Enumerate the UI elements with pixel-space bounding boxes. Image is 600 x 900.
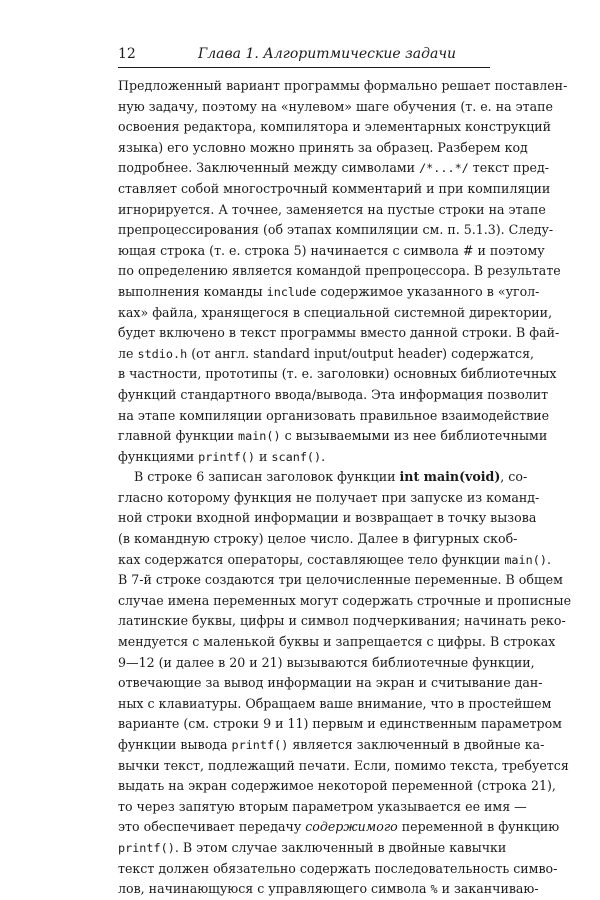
text-span: функциями	[118, 448, 199, 464]
text-line	[118, 714, 562, 735]
text-span: подробнее. Заключенный между символами	[118, 160, 420, 176]
text-span: ных с клавиатуры. Обращаем ваше внимание, что в простейшем	[118, 695, 552, 711]
text-span: выполнения команды	[118, 283, 267, 299]
text-span: является заключенный в двойные ка-	[288, 737, 545, 752]
text-span: будет включено в текст программы вместо данной строки. В фай-	[118, 325, 560, 341]
text-line	[118, 488, 540, 509]
text-span: ющая строка (т. е. строка 5) начинается с символа # и поэтому	[118, 242, 545, 258]
text-line	[118, 756, 569, 777]
text-line	[118, 735, 545, 756]
text-line	[118, 570, 563, 591]
text-span: функций стандартного ввода/вывода. Эта информация позволит	[118, 386, 549, 402]
text-line	[118, 220, 554, 241]
text-line	[118, 385, 549, 406]
text-line	[118, 673, 543, 694]
text-line	[118, 323, 560, 344]
text-line	[118, 694, 552, 715]
code-span: main()	[238, 429, 281, 444]
page-header	[118, 44, 490, 64]
text-line	[118, 859, 558, 880]
text-span: , со-	[500, 469, 528, 485]
text-line	[118, 776, 556, 797]
text-span: ле	[118, 345, 138, 361]
text-span: 9—12 (и далее в 20 и 21) вызываются библиотечные функции,	[118, 654, 535, 670]
text-span: Предложенный вариант программы формально решает поставлен-	[118, 78, 568, 93]
text-line	[118, 282, 540, 303]
text-span: выдать на экран содержимое некоторой переменной (строка 21),	[118, 778, 556, 794]
code-span: %	[430, 882, 438, 897]
text-span: ставляет собой многострочный комментарий и при компиляции	[118, 180, 551, 196]
text-span: .	[546, 551, 551, 567]
text-span: освоения редактора, компилятора и элементарных конструкций	[118, 119, 552, 135]
paragraph	[118, 76, 568, 467]
text-span: содержимое указанного в «угол-	[316, 283, 540, 299]
text-span: по определению является командой препроцессора. В результате	[118, 263, 561, 279]
text-span: лов, начинающуюся с управляющего символа	[118, 881, 431, 897]
text-span: и	[255, 448, 272, 464]
text-line	[118, 344, 535, 365]
code-span: printf()	[198, 449, 255, 464]
text-span: это обеспечивает передачу	[118, 819, 306, 835]
text-span: отвечающие за вывод информации на экран и считывание дан-	[118, 675, 543, 691]
text-line	[118, 364, 557, 385]
text-line	[118, 508, 537, 529]
header-rule	[118, 67, 490, 68]
code-span: include	[266, 284, 317, 299]
text-span: мендуется с маленькой буквы и запрещается с цифры. В строках	[118, 634, 556, 650]
text-span: главной функции	[118, 428, 238, 444]
text-line	[118, 303, 553, 324]
text-span: латинские буквы, цифры и символ подчеркивания; начинать реко-	[118, 613, 566, 629]
text-line	[118, 632, 556, 653]
text-line	[118, 241, 545, 262]
bold-span: int main(void)	[399, 469, 501, 485]
code-span: main()	[504, 552, 547, 567]
text-line	[118, 426, 548, 447]
text-line	[118, 817, 560, 838]
text-line	[118, 529, 518, 550]
page-number: 12	[118, 46, 136, 62]
text-span: .	[321, 448, 326, 464]
ital-span: содержимого	[305, 819, 398, 835]
text-span: ках» файла, хранящегося в специальной системной директории,	[118, 304, 553, 320]
text-span: текст должен обязательно содержать последовательность симво-	[118, 860, 558, 876]
text-line	[118, 117, 552, 138]
text-line	[118, 611, 566, 632]
text-line	[118, 76, 568, 97]
text-line	[118, 591, 572, 612]
text-line	[118, 879, 539, 900]
code-span: stdio.h	[137, 346, 188, 361]
text-span: в частности, прототипы (т. е. заголовки) основных библиотечных	[118, 366, 557, 382]
text-line	[118, 200, 546, 221]
text-span: вычки текст, подлежащий печати. Если, помимо текста, требуется	[118, 757, 569, 773]
text-span: ную задачу, поэтому на «нулевом» шаге обучения (т. е. на этапе	[118, 98, 553, 114]
text-line	[118, 550, 551, 571]
text-line	[118, 467, 528, 488]
text-span: (в командную строку) целое число. Далее в фигурных скоб-	[118, 531, 518, 547]
text-line	[118, 138, 528, 159]
text-span: варианте (см. строки 9 и 11) первым и единственным параметром	[118, 716, 562, 732]
text-span: переменной в функцию	[397, 819, 560, 835]
text-line	[118, 838, 507, 859]
text-span: на этапе компиляции организовать правильное взаимодействие	[118, 407, 550, 423]
text-span: В 7-й строке создаются три целочисленные переменные. В общем	[118, 572, 563, 588]
text-span: В строке 6 записан заголовок функции	[134, 469, 400, 485]
text-span: с вызываемыми из нее библиотечными	[280, 428, 548, 444]
text-span: игнорируется. А точнее, заменяется на пустые строки на этапе	[118, 201, 546, 217]
code-span: /*...*/	[419, 161, 469, 176]
text-span: языка) его условно можно принять за образец. Разберем код	[118, 139, 528, 155]
text-span: ках содержатся операторы, составляющее тело функции	[118, 551, 505, 567]
text-span: гласно которому функция не получает при запуске из команд-	[118, 489, 540, 505]
text-line	[118, 797, 527, 818]
text-span: то через запятую вторым параметром указывается ее имя —	[118, 798, 527, 814]
text-span: (от англ. standard input/output header) содержатся,	[187, 345, 535, 361]
text-line	[118, 406, 550, 427]
code-span: printf()	[118, 840, 175, 855]
text-span: ной строки входной информации и возвращает в точку вызова	[118, 510, 537, 526]
text-span: текст пред-	[468, 160, 550, 176]
code-span: printf()	[231, 738, 289, 752]
text-line	[118, 158, 550, 179]
text-line	[118, 653, 535, 674]
text-span: случае имена переменных могут содержать строчные и прописные	[118, 592, 572, 608]
text-span: препроцессирования (об этапах компиляции см. п. 5.1.3). Следу-	[118, 222, 554, 238]
text-span: функции вывода	[118, 737, 232, 752]
text-line	[118, 97, 553, 118]
text-line	[118, 261, 561, 282]
text-line	[118, 447, 490, 468]
code-span: scanf()	[271, 449, 322, 464]
text-line	[118, 179, 551, 200]
running-title: Глава 1. Алгоритмические задачи	[198, 46, 457, 62]
paragraph	[118, 467, 572, 899]
text-span: и заканчиваю-	[437, 881, 539, 897]
text-span: . В этом случае заключенный в двойные кавычки	[174, 839, 507, 855]
body-text	[118, 76, 572, 900]
